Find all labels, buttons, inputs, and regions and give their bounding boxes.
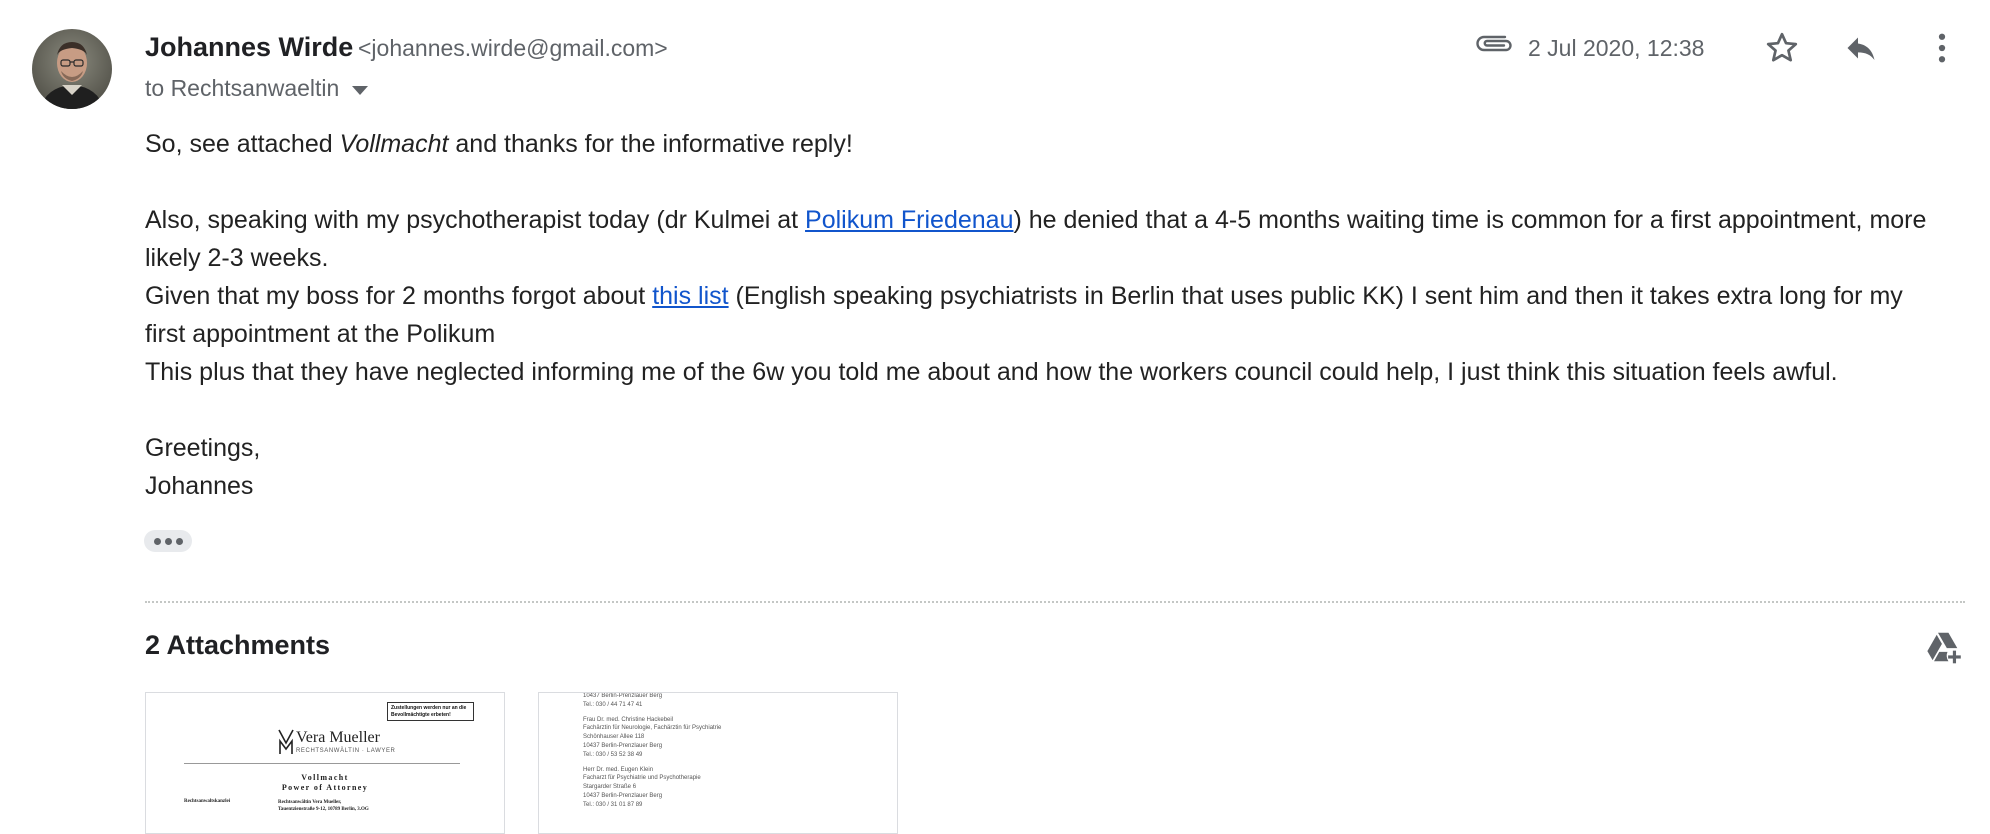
star-button[interactable] [1762,28,1802,68]
recipients-toggle[interactable] [145,75,368,102]
attachments-divider [145,601,1965,603]
more-vert-icon [1924,30,1960,66]
body-paragraph-4: This plus that they have neglected informing me of the 6w you told me about and how the workers council could help, I just think this situation feels awful. [145,358,1838,386]
body-paragraph-3: Given that my boss for 2 months forgot about this list (English speaking psychiatrists in Berlin that uses public KK) I sent him and then it takes extra long for my first appointment at the Polikum [145,282,1903,348]
paperclip-icon [1475,32,1513,61]
field-label: Rechtsanwaltskanzlei [184,799,231,804]
message-body [145,125,1945,505]
attachments-title: 2 Attachments [145,630,331,660]
vollmacht-emphasis: Vollmacht [339,130,449,158]
this-list-link[interactable]: this list [652,282,729,310]
header-rule [184,763,460,764]
sender-name: Johannes Wirde [145,32,354,62]
document-subtitle: Power of Attorney [281,783,369,792]
message-date: 2 Jul 2020, 12:38 [1528,35,1705,61]
dot-icon [176,538,183,545]
more-options-button[interactable] [1922,28,1962,68]
greeting: Greetings, [145,434,261,462]
document-title: Vollmacht [301,773,349,782]
brand-subtitle: RECHTSANWÄLTIN · LAWYER [296,748,396,754]
add-all-to-drive-button[interactable] [1925,628,1963,666]
body-paragraph-2: Also, speaking with my psychotherapist today (dr Kulmei at Polikum Friedenau) he denied that a 4-5 months waiting time is common for a first appointment, more likely 2-3 weeks. [145,206,1927,272]
reply-button[interactable] [1841,28,1881,68]
dot-icon [165,538,172,545]
dot-icon [154,538,161,545]
recipients-label: to Rechtsanwaeltin [145,75,340,101]
sender-avatar[interactable] [32,29,112,109]
doctor-list-text: 10437 Berlin-Prenzlauer Berg Tel.: 030 / 44 71 47 41 Frau Dr. med. Christine Hackebeil Fachärztin für Neurologie, Fachärztin für Psychiatrie Schönhauser Allee 118 10437 Berlin-Prenzlauer Berg Tel.: 030 / 53 52 38 49 Herr Dr. med. Eugen Klein Facharzt für Psychiatrie und Psychotherapie Stargarder Straße 6 10437 Berlin-Prenzlauer Berg Tel.: 030 / 31 01 87 89 [583,693,722,808]
caret-down-icon [352,86,368,95]
body-line-1: So, see attached Vollmacht and thanks for the informative reply! [145,130,853,158]
attachment-thumbnail-psychiatrist-list[interactable] [538,692,898,834]
vm-logo-icon [278,729,294,755]
sender-email: <johannes.wirde@gmail.com> [358,35,668,61]
show-trimmed-content-button[interactable] [144,530,192,552]
brand-name: Vera Mueller [296,729,380,746]
avatar-photo [32,29,112,109]
delivery-notice-box: Zustellungen werden nur an die Bevollmächtigte erbeten! [387,702,474,721]
reply-icon [1843,30,1879,66]
attachment-thumbnail-vollmacht[interactable] [145,692,505,834]
polikum-friedenau-link[interactable]: Polikum Friedenau [805,206,1014,234]
field-value: Rechtsanwältin Vera Mueller, Tauentzienstraße 9-12, 10789 Berlin, 3.OG [278,800,369,812]
star-icon [1764,30,1800,66]
add-to-drive-icon [1925,628,1963,666]
signature: Johannes [145,472,254,500]
